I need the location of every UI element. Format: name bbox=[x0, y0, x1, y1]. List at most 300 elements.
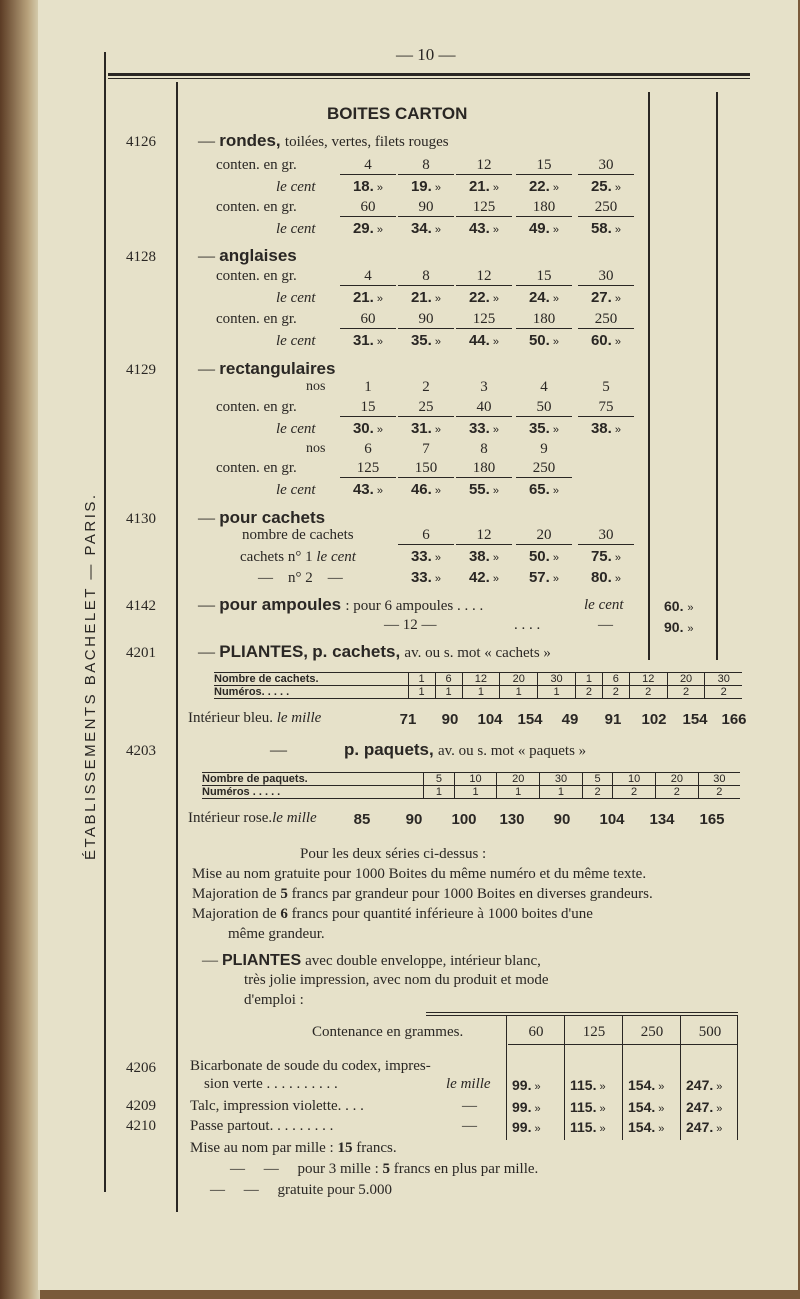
price-cell bbox=[398, 420, 454, 437]
text: Majoration de bbox=[192, 886, 281, 902]
price-cell bbox=[578, 178, 634, 195]
table-cell: 1 bbox=[408, 673, 435, 686]
price-cell bbox=[456, 420, 512, 437]
price-per-thousand: 91 bbox=[604, 711, 622, 728]
grams-value: 125 bbox=[456, 199, 512, 217]
price-per-thousand: 90 bbox=[441, 711, 459, 728]
label-conten: conten. en gr. bbox=[216, 268, 297, 284]
price-value: 30. bbox=[352, 420, 374, 437]
table-cell: 2 bbox=[602, 686, 629, 699]
table-cell: 20 bbox=[497, 773, 540, 786]
item-heading bbox=[198, 131, 449, 151]
price-value: 80. bbox=[590, 569, 612, 586]
ditto-mark: » bbox=[596, 1103, 606, 1115]
item-code: 4129 bbox=[126, 362, 156, 378]
item-name: pour cachets bbox=[219, 508, 326, 527]
price-cell bbox=[686, 1119, 722, 1135]
price-value: 25. bbox=[590, 178, 612, 195]
table2-rule bbox=[564, 1016, 565, 1140]
side-publisher-text: ÉTABLISSEMENTS BACHELET — PARIS. bbox=[82, 492, 99, 860]
price-value: 27. bbox=[590, 289, 612, 306]
grams-value: 12 bbox=[456, 268, 512, 286]
note-line bbox=[192, 886, 653, 903]
price-value: 44. bbox=[468, 332, 490, 349]
price-value: 33. bbox=[410, 548, 432, 565]
price-value: 21. bbox=[352, 289, 374, 306]
note-line: même grandeur. bbox=[228, 926, 325, 942]
num: 5 bbox=[382, 1161, 390, 1177]
ditto-mark: » bbox=[431, 552, 442, 564]
label-le-cent: le cent bbox=[584, 597, 624, 613]
table-cell: 1 bbox=[538, 686, 576, 699]
text: — — pour 3 mille : bbox=[230, 1161, 383, 1177]
text: Majoration de bbox=[192, 906, 281, 922]
item-name: p. cachets, bbox=[312, 642, 401, 661]
label-n2: n° 2 bbox=[288, 570, 313, 586]
price-cell bbox=[578, 289, 634, 306]
text: francs pour quantité inférieure à 1000 boites d'une bbox=[287, 906, 593, 922]
table-cell: 2 bbox=[629, 686, 667, 699]
grams-value: 15 bbox=[516, 157, 572, 175]
dash: — bbox=[198, 642, 215, 661]
price-cell bbox=[516, 289, 572, 306]
price-cell bbox=[664, 598, 693, 614]
table2-top-rule bbox=[426, 1012, 738, 1013]
table2-top-rule2 bbox=[426, 1015, 738, 1016]
ditto-mark: » bbox=[531, 1103, 541, 1115]
table-cell: 12 bbox=[462, 673, 500, 686]
label-le-cent: le cent bbox=[276, 333, 316, 349]
table-cell: 2 bbox=[667, 686, 705, 699]
dash: — bbox=[598, 617, 613, 633]
top-rule-thin bbox=[108, 78, 750, 79]
label-le-cent: le cent bbox=[276, 179, 316, 195]
table-cell: 30 bbox=[705, 673, 742, 686]
number-value: 1 bbox=[364, 379, 372, 395]
ditto-mark: » bbox=[373, 424, 384, 436]
dash: — bbox=[198, 246, 215, 265]
ditto-mark: » bbox=[489, 573, 500, 585]
price-per-thousand: 134 bbox=[649, 811, 675, 828]
ditto-mark: » bbox=[713, 1103, 723, 1115]
number-value: 6 bbox=[364, 441, 372, 457]
price-cell bbox=[456, 481, 512, 498]
price-value: 34. bbox=[410, 220, 432, 237]
price-per-thousand: 154 bbox=[682, 711, 708, 728]
text: Mise au nom par mille : bbox=[190, 1140, 338, 1156]
grams-value: 60 bbox=[340, 199, 396, 217]
row-label-interieur-bleu bbox=[188, 710, 321, 727]
item-heading bbox=[198, 642, 551, 662]
ditto-mark: » bbox=[596, 1081, 606, 1093]
item-code: 4142 bbox=[126, 598, 156, 614]
item-name: rondes, bbox=[219, 131, 281, 150]
ditto-mark: » bbox=[549, 552, 560, 564]
price-cell bbox=[578, 569, 634, 586]
price-value: 29. bbox=[352, 220, 374, 237]
top-rule bbox=[108, 73, 750, 76]
ditto-mark: » bbox=[489, 336, 500, 348]
table2-rule bbox=[622, 1016, 623, 1140]
ditto-mark: » bbox=[611, 293, 622, 305]
dots: . . . . bbox=[514, 617, 541, 633]
label-conten: conten. en gr. bbox=[216, 399, 297, 415]
code-column-rule bbox=[176, 82, 178, 1212]
price-value: 50. bbox=[528, 332, 550, 349]
price-cell bbox=[398, 220, 454, 237]
table-cell: 1 bbox=[408, 686, 435, 699]
label: Intérieur rose. bbox=[188, 810, 273, 826]
price-cell bbox=[578, 420, 634, 437]
price-per-thousand: 100 bbox=[451, 811, 477, 828]
item-code: 4130 bbox=[126, 511, 156, 527]
ditto-mark: » bbox=[549, 424, 560, 436]
column-header: 500 bbox=[698, 1024, 722, 1040]
ditto-mark: » bbox=[549, 293, 560, 305]
table-cell: 20 bbox=[667, 673, 705, 686]
price-cell bbox=[570, 1077, 606, 1093]
label-nombre-cachets: nombre de cachets bbox=[242, 527, 354, 543]
item-name: anglaises bbox=[219, 246, 297, 265]
label-le-cent: le cent bbox=[276, 482, 316, 498]
price-per-thousand: 90 bbox=[553, 811, 571, 828]
price-cell bbox=[456, 569, 512, 586]
price-cell bbox=[398, 548, 454, 565]
grams-value: 180 bbox=[516, 311, 572, 329]
ditto-mark: » bbox=[611, 224, 622, 236]
price-cell bbox=[516, 481, 572, 498]
price-value: 38. bbox=[590, 420, 612, 437]
price-cell bbox=[340, 332, 396, 349]
item-code: 4210 bbox=[126, 1118, 156, 1134]
item-code: 4126 bbox=[126, 134, 156, 150]
product-name: Passe partout. . . . . . . . . bbox=[190, 1118, 334, 1134]
item-code: 4201 bbox=[126, 645, 156, 661]
ditto-mark: » bbox=[373, 293, 384, 305]
item-desc: très jolie impression, avec nom du produit et mode bbox=[244, 972, 549, 988]
column-header: 250 bbox=[640, 1024, 664, 1040]
ditto-mark: » bbox=[489, 224, 500, 236]
item-heading bbox=[198, 246, 297, 266]
price-value: 99. bbox=[512, 1077, 532, 1093]
grams-value: 25 bbox=[398, 399, 454, 417]
price-value: 90. bbox=[664, 619, 684, 635]
grams-value: 4 bbox=[340, 268, 396, 286]
ditto-mark: » bbox=[611, 336, 622, 348]
ditto-mark: » bbox=[373, 224, 384, 236]
ditto-mark: » bbox=[549, 224, 560, 236]
item-name: PLIANTES, bbox=[219, 642, 309, 661]
price-per-thousand: 49 bbox=[561, 711, 579, 728]
price-cell bbox=[398, 178, 454, 195]
ditto-mark: » bbox=[713, 1081, 723, 1093]
table-cell: 30 bbox=[540, 773, 583, 786]
label-conten: conten. en gr. bbox=[216, 460, 297, 476]
price-cell bbox=[340, 220, 396, 237]
price-value: 31. bbox=[352, 332, 374, 349]
item-name: p. paquets, bbox=[344, 740, 434, 759]
price-value: 46. bbox=[410, 481, 432, 498]
table-row bbox=[202, 773, 740, 786]
column-header: 125 bbox=[582, 1024, 606, 1040]
number-value: 5 bbox=[602, 379, 610, 395]
table-cell: 1 bbox=[497, 786, 540, 799]
item-desc: avec double enveloppe, intérieur blanc, bbox=[305, 953, 541, 969]
table2-rule bbox=[680, 1016, 681, 1140]
table-cell: 2 bbox=[575, 686, 602, 699]
item-code: 4206 bbox=[126, 1060, 156, 1076]
price-cell bbox=[664, 619, 693, 635]
table2-rule bbox=[506, 1016, 507, 1140]
price-value: 24. bbox=[528, 289, 550, 306]
table2-rule bbox=[737, 1016, 738, 1140]
price-value: 31. bbox=[410, 420, 432, 437]
ditto-mark: » bbox=[489, 485, 500, 497]
ditto-mark: » bbox=[431, 485, 442, 497]
dash: — bbox=[198, 131, 215, 150]
ditto-mark: » bbox=[431, 293, 442, 305]
ditto-mark: » bbox=[611, 424, 622, 436]
price-value: 35. bbox=[528, 420, 550, 437]
price-value: 22. bbox=[528, 178, 550, 195]
label-le-cent: le cent bbox=[276, 421, 316, 437]
ditto-mark: » bbox=[611, 552, 622, 564]
sub-line: — 12 — bbox=[384, 617, 437, 633]
price-per-thousand: 85 bbox=[353, 811, 371, 828]
price-value: 49. bbox=[528, 220, 550, 237]
grams-value: 90 bbox=[398, 199, 454, 217]
price-cell bbox=[512, 1077, 541, 1093]
count-value: 20 bbox=[516, 527, 572, 545]
ditto-mark: » bbox=[489, 182, 500, 194]
grams-value: 15 bbox=[340, 399, 396, 417]
label-cachets-n2 bbox=[258, 570, 343, 587]
count-value: 6 bbox=[398, 527, 454, 545]
table-cell: 1 bbox=[424, 786, 454, 799]
price-per-thousand: 154 bbox=[517, 711, 543, 728]
price-value: 247. bbox=[686, 1099, 714, 1115]
table-cell: 1 bbox=[575, 673, 602, 686]
label-le-cent: le cent bbox=[276, 221, 316, 237]
price-value: 43. bbox=[468, 220, 490, 237]
table-cell: 1 bbox=[454, 786, 497, 799]
unit: le mille bbox=[276, 710, 322, 726]
number-value: 8 bbox=[480, 441, 488, 457]
table-cell: 20 bbox=[500, 673, 538, 686]
price-value: 42. bbox=[468, 569, 490, 586]
price-cell bbox=[578, 332, 634, 349]
ditto-mark: » bbox=[713, 1123, 723, 1135]
table-cell: 2 bbox=[613, 786, 656, 799]
note-line: Mise au nom gratuite pour 1000 Boites du même numéro et du même texte. bbox=[192, 866, 647, 882]
price-value: 19. bbox=[410, 178, 432, 195]
price-value: 58. bbox=[590, 220, 612, 237]
num: 15 bbox=[337, 1140, 353, 1156]
grams-value: 30 bbox=[578, 157, 634, 175]
grams-value: 125 bbox=[456, 311, 512, 329]
table-cell: 12 bbox=[629, 673, 667, 686]
price-per-thousand: 90 bbox=[405, 811, 423, 828]
ditto-mark: » bbox=[431, 224, 442, 236]
price-value: 33. bbox=[468, 420, 490, 437]
dash: — bbox=[198, 508, 215, 527]
table2-header-rule bbox=[508, 1044, 738, 1045]
price-value: 247. bbox=[686, 1119, 714, 1135]
text: francs. bbox=[352, 1140, 397, 1156]
price-cell bbox=[456, 332, 512, 349]
grams-value: 30 bbox=[578, 268, 634, 286]
table-cell: 30 bbox=[698, 773, 740, 786]
grams-value: 15 bbox=[516, 268, 572, 286]
footer-line: — — gratuite pour 5.000 bbox=[210, 1182, 393, 1198]
price-cell bbox=[398, 481, 454, 498]
ditto-mark: » bbox=[549, 182, 560, 194]
price-cell bbox=[340, 481, 396, 498]
price-value: 22. bbox=[468, 289, 490, 306]
price-value: 21. bbox=[468, 178, 490, 195]
number-value: 9 bbox=[540, 441, 548, 457]
price-value: 247. bbox=[686, 1077, 714, 1093]
table-cell: 2 bbox=[655, 786, 698, 799]
price-cell bbox=[340, 178, 396, 195]
number-value: 2 bbox=[422, 379, 430, 395]
price-value: 154. bbox=[628, 1119, 656, 1135]
price-cell bbox=[628, 1077, 664, 1093]
item-desc: toilées, vertes, filets rouges bbox=[284, 134, 449, 150]
grams-value: 180 bbox=[456, 460, 512, 478]
price-cell bbox=[578, 548, 634, 565]
page-number: — 10 — bbox=[396, 45, 456, 64]
number-value: 7 bbox=[422, 441, 430, 457]
item-heading bbox=[198, 595, 483, 615]
price-per-thousand: 102 bbox=[641, 711, 667, 728]
left-margin-rule bbox=[104, 52, 106, 1192]
price-cell bbox=[516, 178, 572, 195]
ditto-mark: » bbox=[596, 1123, 606, 1135]
table-cell: 1 bbox=[435, 686, 462, 699]
column-header: 60 bbox=[528, 1024, 544, 1040]
label-nos: nos bbox=[306, 441, 326, 456]
price-cell bbox=[512, 1099, 541, 1115]
price-value: 154. bbox=[628, 1099, 656, 1115]
footer-line bbox=[190, 1140, 397, 1157]
table-cell: 2 bbox=[705, 686, 742, 699]
label-le-cent: le cent bbox=[316, 549, 356, 565]
ditto-mark: » bbox=[611, 573, 622, 585]
grams-value: 75 bbox=[578, 399, 634, 417]
item-desc: av. ou s. mot « cachets » bbox=[404, 645, 551, 661]
item-code: 4203 bbox=[126, 743, 156, 759]
ditto-mark: » bbox=[655, 1103, 665, 1115]
price-column-rule-left bbox=[648, 92, 650, 660]
text: francs par grandeur pour 1000 Boites en diverses grandeurs. bbox=[287, 886, 653, 902]
price-cell bbox=[578, 220, 634, 237]
price-value: 154. bbox=[628, 1077, 656, 1093]
ditto-mark: » bbox=[611, 182, 622, 194]
price-cell bbox=[456, 548, 512, 565]
ditto-mark: » bbox=[549, 336, 560, 348]
price-value: 75. bbox=[590, 548, 612, 565]
item-name: pour ampoules bbox=[219, 595, 342, 614]
page-title: BOITES CARTON bbox=[327, 104, 468, 123]
grams-value: 4 bbox=[340, 157, 396, 175]
price-cell bbox=[512, 1119, 541, 1135]
price-cell bbox=[628, 1099, 664, 1115]
item-code: 4209 bbox=[126, 1098, 156, 1114]
num: 6 bbox=[280, 906, 288, 922]
price-per-thousand: 104 bbox=[477, 711, 503, 728]
grams-value: 50 bbox=[516, 399, 572, 417]
grams-value: 180 bbox=[516, 199, 572, 217]
ditto-mark: » bbox=[531, 1123, 541, 1135]
price-cell bbox=[456, 220, 512, 237]
dash: — bbox=[198, 359, 215, 378]
num: 5 bbox=[280, 886, 288, 902]
table-cell: 6 bbox=[602, 673, 629, 686]
ditto-mark: » bbox=[687, 623, 694, 635]
ditto-mark: » bbox=[687, 602, 694, 614]
note-line bbox=[192, 906, 593, 923]
item-desc: d'emploi : bbox=[244, 992, 304, 1008]
grams-value: 8 bbox=[398, 268, 454, 286]
table-cell: 2 bbox=[698, 786, 740, 799]
table-cell: 10 bbox=[613, 773, 656, 786]
price-cell bbox=[516, 420, 572, 437]
price-value: 43. bbox=[352, 481, 374, 498]
price-value: 99. bbox=[512, 1099, 532, 1115]
price-value: 55. bbox=[468, 481, 490, 498]
row-label-interieur-rose bbox=[188, 810, 317, 827]
label-cachets-n1 bbox=[240, 549, 356, 566]
ditto-mark: » bbox=[373, 336, 384, 348]
count-value: 12 bbox=[456, 527, 512, 545]
unit: le mille bbox=[272, 810, 317, 826]
paquets-table bbox=[202, 772, 740, 799]
ditto-mark: » bbox=[655, 1081, 665, 1093]
item-dash: — bbox=[270, 740, 287, 759]
label-le-cent: le cent bbox=[276, 290, 316, 306]
price-cell bbox=[570, 1119, 606, 1135]
grams-value: 150 bbox=[398, 460, 454, 478]
product-name: Bicarbonate de soude du codex, impres- bbox=[190, 1058, 431, 1074]
grams-value: 60 bbox=[340, 311, 396, 329]
price-value: 115. bbox=[570, 1099, 597, 1115]
item-name: rectangulaires bbox=[219, 359, 336, 378]
product-name: Talc, impression violette. . . . bbox=[190, 1098, 364, 1114]
ditto-mark: » bbox=[431, 424, 442, 436]
table-row bbox=[214, 686, 742, 699]
label-n1: cachets n° 1 bbox=[240, 549, 313, 565]
grams-value: 12 bbox=[456, 157, 512, 175]
ditto-mark: » bbox=[489, 424, 500, 436]
price-cell bbox=[398, 332, 454, 349]
price-cell bbox=[516, 220, 572, 237]
item-heading bbox=[344, 740, 586, 760]
price-value: 50. bbox=[528, 548, 550, 565]
ditto-mark: » bbox=[549, 485, 560, 497]
grams-value: 8 bbox=[398, 157, 454, 175]
table-row bbox=[202, 786, 740, 799]
table-cell: 2 bbox=[582, 786, 612, 799]
price-value: 60. bbox=[590, 332, 612, 349]
label-conten: conten. en gr. bbox=[216, 199, 297, 215]
ditto-mark: » bbox=[431, 182, 442, 194]
price-cell bbox=[340, 289, 396, 306]
row-header: Nombre de paquets. bbox=[202, 773, 424, 786]
table-cell: 10 bbox=[454, 773, 497, 786]
table-cell: 6 bbox=[435, 673, 462, 686]
table-cell: 1 bbox=[462, 686, 500, 699]
